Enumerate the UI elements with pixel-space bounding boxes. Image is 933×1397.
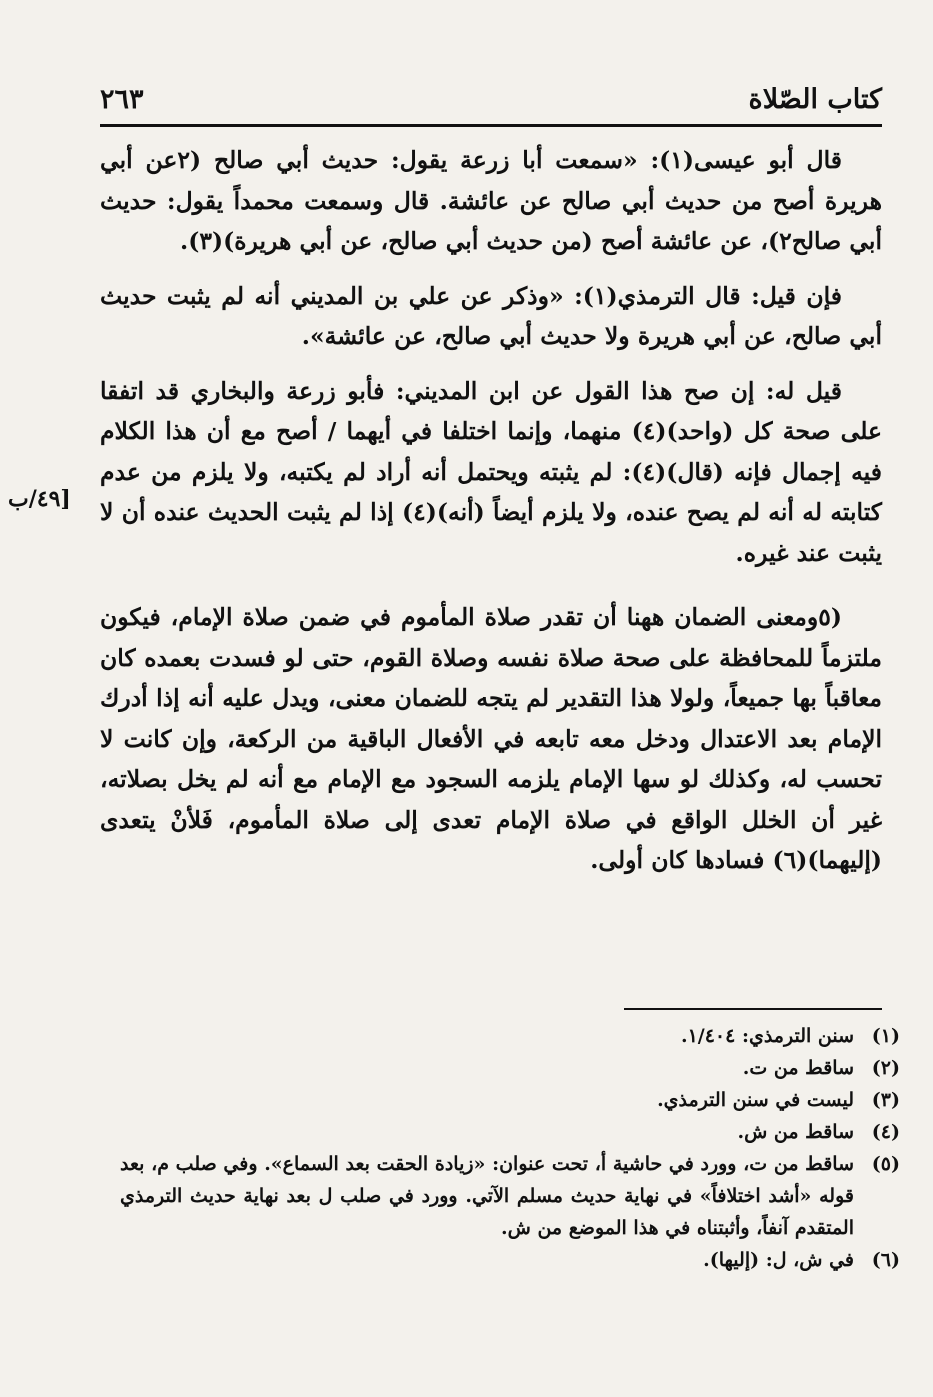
footnote-number: (٣) — [871, 1089, 900, 1111]
paragraph: فإن قيل: قال الترمذي(١): «وذكر عن علي بن المديني أنه لم يثبت حديث أبي صالح، عن أبي هريرة ولا حديث أبي صالح، عن عائشة». — [100, 281, 882, 350]
main-text — [100, 140, 882, 895]
running-title: كتاب الصّلاة — [748, 84, 882, 115]
footnote-rule — [624, 1008, 882, 1010]
footnote — [100, 1244, 900, 1276]
footnote — [100, 1148, 900, 1244]
paragraph: قيل له: إن صح هذا القول عن ابن المديني: فأبو زرعة والبخاري قد اتفقا على صحة كل (واحد)(٤) منهما، وإنما اختلفا في أيهما / أصح مع أن هذا الكلام فيه إجمال فإنه (قال)(٤): لم يثبته ويحتمل أنه أراد لم يكتبه، ولا يلزم من عدم كتابته له أنه لم يصح عنده، ولا يلزم أيضاً (أنه)(٤) إذا لم يثبت الحديث عنده أن لا يثبت عند غيره. — [100, 376, 882, 567]
footnote-text: ساقط من ت، وورد في حاشية أ، تحت عنوان: «زيادة الحقت بعد السماع». وفي صلب م، بعد قوله «أشد اختلافاً» في نهاية حديث مسلم الآتي. وورد في صلب ل بعد نهاية حديث الترمذي المتقدم آنفاً، وأثبتناه في هذا الموضع من ش. — [120, 1153, 854, 1239]
footnote-number: (٤) — [871, 1121, 900, 1143]
footnotes — [100, 1020, 900, 1276]
footnote — [100, 1116, 900, 1148]
footnote — [100, 1052, 900, 1084]
footnote — [100, 1084, 900, 1116]
page-header — [100, 84, 882, 124]
footnote-text: ساقط من ش. — [737, 1121, 854, 1143]
footnote-text: سنن الترمذي: ١/٤٠٤. — [680, 1025, 854, 1047]
manuscript-folio-marker: [٤٩/ب — [8, 486, 71, 512]
footnote-number: (٢) — [871, 1057, 900, 1079]
page-number: ٢٦٣ — [100, 84, 144, 115]
footnote-text: في ش، ل: (إليها). — [703, 1249, 854, 1271]
paragraph: قال أبو عيسى(١): «سمعت أبا زرعة يقول: حديث أبي صالح (٢عن أبي هريرة أصح من حديث أبي صالح عن عائشة. قال وسمعت محمداً يقول: حديث أبي صالح٢)، عن عائشة أصح (من حديث أبي صالح، عن أبي هريرة)(٣). — [100, 146, 882, 255]
paragraph: (٥ومعنى الضمان ههنا أن تقدر صلاة المأموم في ضمن صلاة الإمام، فيكون ملتزماً للمحافظة على صحة صلاة نفسه وصلاة القوم، حتى لو فسدت بعمده كان معاقباً بها جميعاً، ولولا هذا التقدير لم يتجه للضمان معنى، ويدل عليه أنه إذا أدرك الإمام بعد الاعتدال ودخل معه تابعه في الأفعال الباقية من الركعة، وإن كانت لا تحسب له، وكذلك لو سها الإمام يلزمه السجود مع الإمام مع أنه لم يخل بصلاته، غير أن الخلل الواقع في صلاة الإمام تعدى إلى صلاة المأموم، فَلأنْ يتعدى (إليهما)(٦) فسادها كان أولى. — [100, 603, 882, 874]
footnote-number: (٦) — [871, 1249, 900, 1271]
header-rule — [100, 124, 882, 127]
footnote — [100, 1020, 900, 1052]
footnote-number: (٥) — [871, 1153, 900, 1175]
footnote-text: ساقط من ت. — [742, 1057, 854, 1079]
footnote-text: ليست في سنن الترمذي. — [657, 1089, 854, 1111]
footnote-number: (١) — [871, 1025, 900, 1047]
